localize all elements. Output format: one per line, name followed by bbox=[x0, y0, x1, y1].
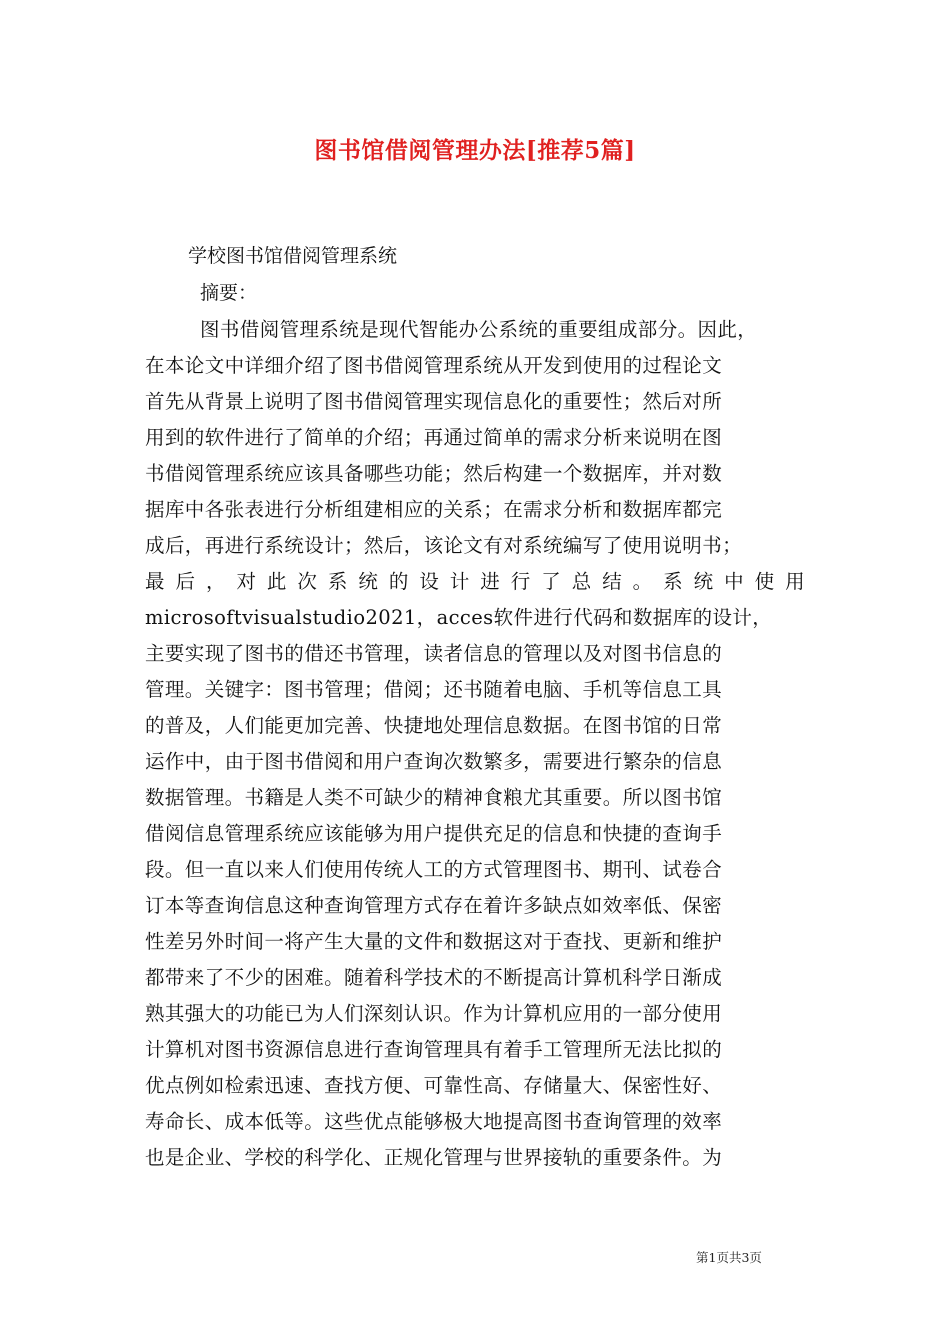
body-line: 熟其强大的功能已为人们深刻认识。作为计算机应用的一部分使用 bbox=[145, 1002, 723, 1025]
page-number-footer: 第1页共3页 bbox=[696, 1250, 762, 1265]
body-line: 书借阅管理系统应该具备哪些功能；然后构建一个数据库，并对数 bbox=[145, 462, 723, 485]
abstract-label: 摘要： bbox=[200, 282, 258, 304]
body-line: 都带来了不少的困难。随着科学技术的不断提高计算机科学日渐成 bbox=[145, 966, 723, 989]
body-line: 主要实现了图书的借还书管理，读者信息的管理以及对图书信息的 bbox=[145, 642, 723, 665]
body-line: 也是企业、学校的科学化、正规化管理与世界接轨的重要条件。为 bbox=[145, 1146, 723, 1169]
body-line: 性差另外时间一将产生大量的文件和数据这对于查找、更新和维护 bbox=[145, 930, 723, 953]
body-line: 成后，再进行系统设计；然后，该论文有对系统编写了使用说明书； bbox=[145, 534, 743, 557]
document-title: 图书馆借阅管理办法[推荐5篇] bbox=[314, 137, 636, 164]
body-line: 据库中各张表进行分析组建相应的关系；在需求分析和数据库都完 bbox=[145, 498, 723, 521]
body-line: 计算机对图书资源信息进行查询管理具有着手工管理所无法比拟的 bbox=[145, 1038, 723, 1061]
section-heading: 学校图书馆借阅管理系统 bbox=[188, 245, 398, 267]
body-line: 在本论文中详细介绍了图书借阅管理系统从开发到使用的过程论文 bbox=[145, 354, 723, 377]
body-line: 订本等查询信息这种查询管理方式存在着许多缺点如效率低、保密 bbox=[145, 894, 723, 917]
body-line: 图书借阅管理系统是现代智能办公系统的重要组成部分。因此， bbox=[200, 318, 758, 341]
body-line: 借阅信息管理系统应该能够为用户提供充足的信息和快捷的查询手 bbox=[145, 822, 723, 845]
body-line: 最后，对此次系统的设计进行了总结。系统中使用 bbox=[145, 570, 805, 593]
body-line: 数据管理。书籍是人类不可缺少的精神食粮尤其重要。所以图书馆 bbox=[145, 786, 723, 809]
body-line: 寿命长、成本低等。这些优点能够极大地提高图书查询管理的效率 bbox=[145, 1110, 723, 1133]
body-line: 运作中，由于图书借阅和用户查询次数繁多，需要进行繁杂的信息 bbox=[145, 750, 723, 773]
body-line: 首先从背景上说明了图书借阅管理实现信息化的重要性；然后对所 bbox=[145, 390, 723, 413]
body-line: 优点例如检索迅速、查找方便、可靠性高、存储量大、保密性好、 bbox=[145, 1074, 723, 1097]
body-line: microsoftvisualstudio2021，acces软件进行代码和数据库的设计， bbox=[145, 606, 773, 629]
body-line: 管理。关键字：图书管理；借阅；还书随着电脑、手机等信息工具 bbox=[145, 678, 723, 701]
body-line: 段。但一直以来人们使用传统人工的方式管理图书、期刊、试卷合 bbox=[145, 858, 723, 881]
body-line: 用到的软件进行了简单的介绍；再通过简单的需求分析来说明在图 bbox=[145, 426, 723, 449]
body-line: 的普及，人们能更加完善、快捷地处理信息数据。在图书馆的日常 bbox=[145, 714, 723, 737]
